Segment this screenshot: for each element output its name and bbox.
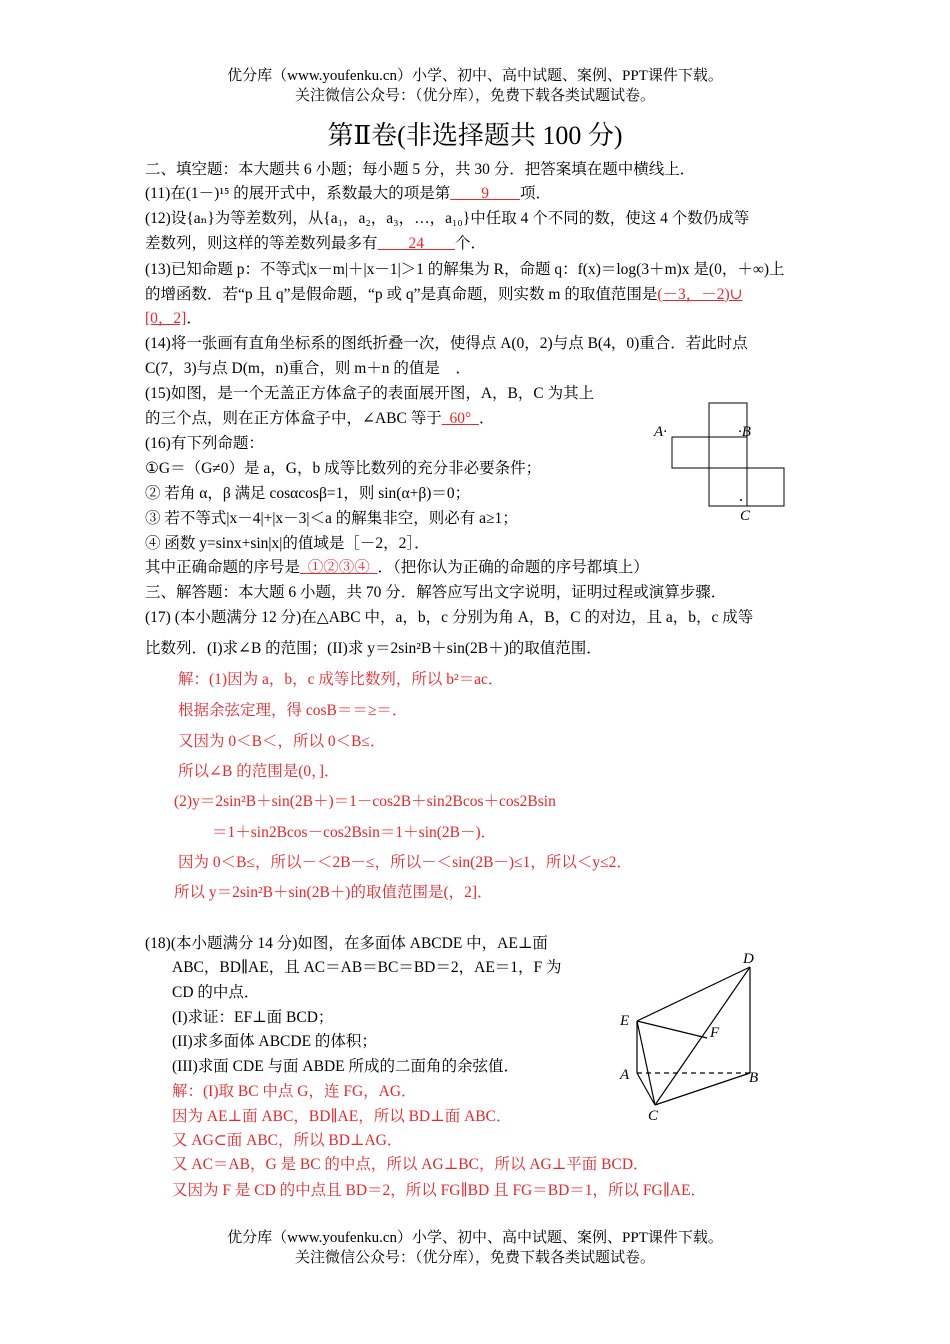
q16-answer: ①②③④: [307, 559, 370, 576]
solid-label-c: C: [648, 1108, 659, 1124]
q18-solution-5: 又因为 F 是 CD 的中点且 BD＝2，所以 FG∥BD 且 FG＝BD＝1，所以 FG∥AE．: [172, 1182, 707, 1199]
q18-solution-1: 解：(I)取 BC 中点 G，连 FG，AG．: [172, 1083, 417, 1100]
q18-line-4: (I)求证：EF⊥面 BCD；: [172, 1009, 334, 1026]
q15-line-1: (15)如图，是一个无盖正方体盒子的表面展开图，A，B，C 为其上: [145, 385, 595, 402]
q14-line-2: C(7，3)与点 D(m，n)重合，则 m＋n 的值是 ．: [145, 360, 471, 377]
net-label-b: ·B: [738, 424, 751, 440]
solid-label-b: B: [749, 1070, 759, 1086]
q17-solution-2: 根据余弦定理，得 cosB＝＝≥＝．: [178, 702, 408, 719]
q17-solution-1: 解：(1)因为 a，b，c 成等比数列，所以 b²＝ac．: [178, 671, 504, 688]
q12-line-2: 差数列，则这样的等差数列最多有 24 个．: [145, 235, 487, 252]
q17-line-1: (17) (本小题满分 12 分)在△ABC 中，a，b，c 分别为角 A，B，C 的对边，且 a，b，c 成等: [145, 609, 754, 626]
q18-line-5: (II)求多面体 ABCDE 的体积；: [172, 1033, 377, 1050]
net-square-left: [672, 437, 709, 468]
q13-line-1: (13)已知命题 p：不等式|x－m|＋|x－1|＞1 的解集为 R，命题 q：f(x)＝log(3＋m)x 是(0，＋∞)上: [145, 261, 785, 278]
q17-solution-6: ＝1＋sin2Bcos－cos2Bsin＝1＋sin(2B－)．: [212, 824, 497, 841]
q13-answer-2: [0，2]: [145, 310, 187, 327]
q12-line-1: (12)设{aₙ}为等差数列，从{a₁，a₂，a₃，…，a₁₀}中任取 4 个不同的数，使这 4 个数仍成等: [145, 210, 750, 227]
polyhedron-figure: [612, 945, 792, 1125]
q17-solution-5: (2)y＝2sin²B＋sin(2B＋)＝1－cos2B＋sin2Bcos＋cos2Bsin: [174, 793, 556, 810]
q13-answer-1: (－3，－2)∪: [657, 286, 743, 303]
q17-solution-4: 所以∠B 的范围是(0，]．: [178, 763, 340, 780]
q18-line-3: CD 的中点．: [172, 984, 260, 1001]
q16-line-1: (16)有下列命题：: [145, 435, 264, 452]
net-square-right: [747, 468, 784, 506]
q17-solution-8: 所以 y＝2sin²B＋sin(2B＋)的取值范围是(，2]．: [174, 884, 493, 901]
q13-line-3: [0，2]．: [145, 310, 202, 327]
solid-label-e: E: [620, 1013, 630, 1029]
net-point-c: [740, 499, 742, 501]
solid-label-d: D: [743, 951, 754, 967]
edge-ec: [637, 1021, 655, 1105]
footer-line-2: 关注微信公众号：（优分库），免费下载各类试题试卷。: [294, 1250, 655, 1266]
header-line-2: 关注微信公众号：（优分库），免费下载各类试题试卷。: [294, 88, 655, 104]
edge-ac: [637, 1073, 655, 1105]
cube-net-figure: [650, 400, 790, 525]
edge-de: [637, 967, 750, 1021]
net-square-middle: [709, 437, 747, 468]
q14-line-1: (14)将一张画有直角坐标系的图纸折叠一次，使得点 A(0，2)与点 B(4，0)重合．若此时点: [145, 335, 748, 352]
edge-dc: [655, 967, 750, 1105]
q11-answer: 9: [481, 185, 489, 202]
q18-solution-3: 又 AG⊂面 ABC，所以 BD⊥AG．: [172, 1132, 403, 1149]
q18-line-1: (18)(本小题满分 14 分)如图，在多面体 ABCDE 中，AE⊥面: [145, 935, 548, 952]
q17-line-2: 比数列．(I)求∠B 的范围；(II)求 y＝2sin²B＋sin(2B＋)的取值范围．: [145, 640, 602, 657]
net-label-c: C: [740, 508, 751, 524]
section2-intro: 二、填空题：本大题共 6 小题；每小题 5 分，共 30 分．把答案填在题中横线上．: [145, 161, 696, 178]
q17-solution-7: 因为 0＜B≤，所以－＜2B－≤，所以－＜sin(2B－)≤1，所以＜y≤2．: [178, 854, 632, 871]
q13-line-2: 的增函数．若“p 且 q”是假命题，“p 或 q”是真命题，则实数 m 的取值范围是(－3，－2)∪: [145, 286, 743, 303]
page-title: 第Ⅱ卷(非选择题共 100 分): [327, 121, 623, 150]
q18-line-6: (III)求面 CDE 与面 ABDE 所成的二面角的余弦值．: [172, 1058, 520, 1075]
q18-line-2: ABC，BD∥AE，且 AC＝AB＝BC＝BD＝2，AE＝1，F 为: [172, 959, 562, 976]
section3-intro: 三、解答题：本大题 6 小题，共 70 分．解答应写出文字说明，证明过程或演算步骤．: [145, 584, 727, 601]
net-label-a: A·: [654, 424, 667, 440]
q18-solution-4: 又 AC＝AB，G 是 BC 的中点，所以 AG⊥BC，所以 AG⊥平面 BCD．: [172, 1156, 649, 1173]
q16-item-1: ①G＝（G≠0）是 a，G，b 成等比数列的充分非必要条件；: [145, 460, 542, 477]
edge-cb: [655, 1073, 750, 1105]
footer-line-1: 优分库（www.youfenku.cn）小学、初中、高中试题、案例、PPT课件下载。: [227, 1230, 723, 1246]
q11: (11)在(1－)¹⁵ 的展开式中，系数最大的项是第 9 项．: [145, 185, 552, 202]
q16-tail: 其中正确命题的序号是 ①②③④ ．（把你认为正确的命题的序号都填上）: [145, 559, 649, 576]
q12-answer: 24: [408, 235, 425, 252]
q15-answer: 60°: [449, 410, 472, 427]
edge-ef: [637, 1021, 707, 1038]
q16-item-3: ③ 若不等式|x－4|+|x－3|＜a 的解集非空，则必有 a≥1；: [145, 510, 518, 527]
q16-item-2: ② 若角 α，β 满足 cosαcosβ=1，则 sin(α+β)＝0；: [145, 485, 471, 502]
q15-line-2: 的三个点，则在正方体盒子中，∠ABC 等于 60° ．: [145, 410, 495, 427]
q16-item-4: ④ 函数 y=sinx+sin|x|的值域是［－2，2］．: [145, 535, 430, 552]
solid-label-f: F: [710, 1025, 720, 1041]
header-line-1: 优分库（www.youfenku.cn）小学、初中、高中试题、案例、PPT课件下载。: [227, 68, 723, 84]
q17-solution-3: 又因为 0＜B＜，所以 0＜B≤．: [178, 733, 386, 750]
q18-solution-2: 因为 AE⊥面 ABC，BD∥AE，所以 BD⊥面 ABC．: [172, 1108, 512, 1125]
solid-label-a: A: [620, 1067, 630, 1083]
